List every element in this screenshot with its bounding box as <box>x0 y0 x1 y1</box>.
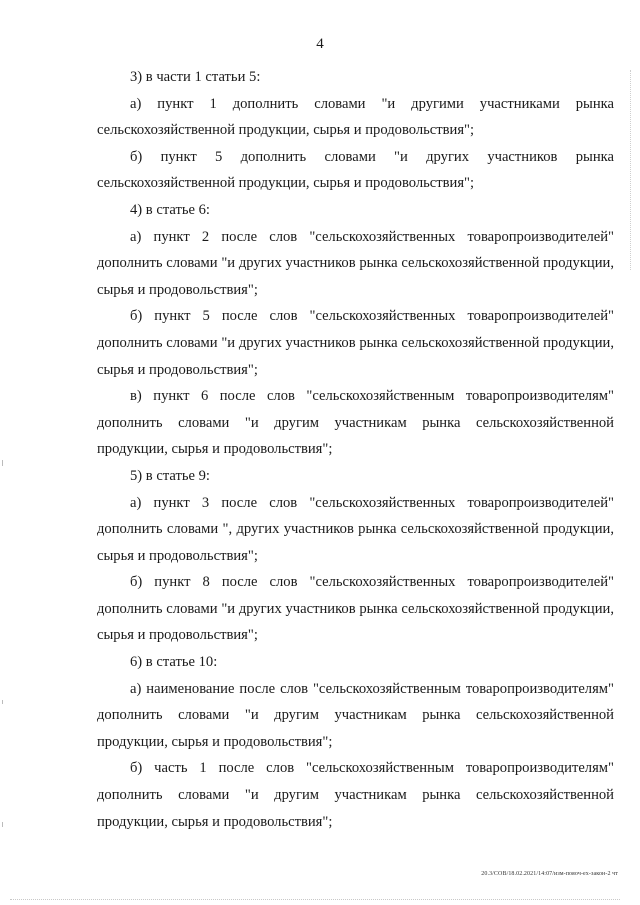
scan-edge-mark <box>2 700 3 704</box>
paragraph-item-5: 5) в статье 9: <box>130 467 210 484</box>
paragraph-item-6: 6) в статье 10: <box>130 654 218 671</box>
paragraph-item-4: 4) в статье 6: <box>130 201 210 218</box>
footer-stamp: 20.3/СОВ/18.02.2021/14:07/изм-пояоч-ex-закон-2 чт <box>481 871 618 877</box>
paragraph-subitem-3a: а) пункт 1 дополнить словами "и другими участниками рынка сельскохозяйственной продукции, сырья и продовольствия"; <box>97 95 614 139</box>
paragraph-subitem-5a: а) пункт 3 после слов "сельскохозяйственных товаропроизводителей" дополнить словами ", других участников рынка сельскохозяйственной продукции, сырья и продовольствия"; <box>97 494 614 564</box>
scan-edge-mark <box>2 822 3 827</box>
paragraph-subitem-4b: б) пункт 5 после слов "сельскохозяйственных товаропроизводителей" дополнить словами "и других участников рынка сельскохозяйственной продукции, сырья и продовольствия"; <box>97 308 614 378</box>
paragraph-subitem-4a: а) пункт 2 после слов "сельскохозяйственных товаропроизводителей" дополнить словами "и других участников рынка сельскохозяйственной продукции, сырья и продовольствия"; <box>97 228 614 298</box>
scan-edge-mark <box>2 460 3 466</box>
scan-edge-right <box>630 70 632 270</box>
document-body <box>97 64 614 835</box>
page-number: 4 <box>316 36 324 52</box>
paragraph-subitem-6a: а) наименование после слов "сельскохозяйственным товаропроизводителям" дополнить словами "и другим участникам рынка сельскохозяйственной продукции, сырья и продовольствия"; <box>97 680 614 750</box>
paragraph-item-3: 3) в части 1 статьи 5: <box>130 69 261 85</box>
scan-bottom-noise <box>10 897 620 900</box>
paragraph-subitem-5b: б) пункт 8 после слов "сельскохозяйственных товаропроизводителей" дополнить словами "и других участников рынка сельскохозяйственной продукции, сырья и продовольствия"; <box>97 574 614 644</box>
paragraph-subitem-6b: б) часть 1 после слов "сельскохозяйственным товаропроизводителям" дополнить словами "и другим участникам рынка сельскохозяйственной продукции, сырья и продовольствия"; <box>97 760 614 830</box>
paragraph-subitem-3b: б) пункт 5 дополнить словами "и других участников рынка сельскохозяйственной продукции, сырья и продовольствия"; <box>97 148 614 192</box>
paragraph-subitem-4v: в) пункт 6 после слов "сельскохозяйственным товаропроизводителям" дополнить словами "и другим участникам рынка сельскохозяйственной продукции, сырья и продовольствия"; <box>97 388 614 458</box>
